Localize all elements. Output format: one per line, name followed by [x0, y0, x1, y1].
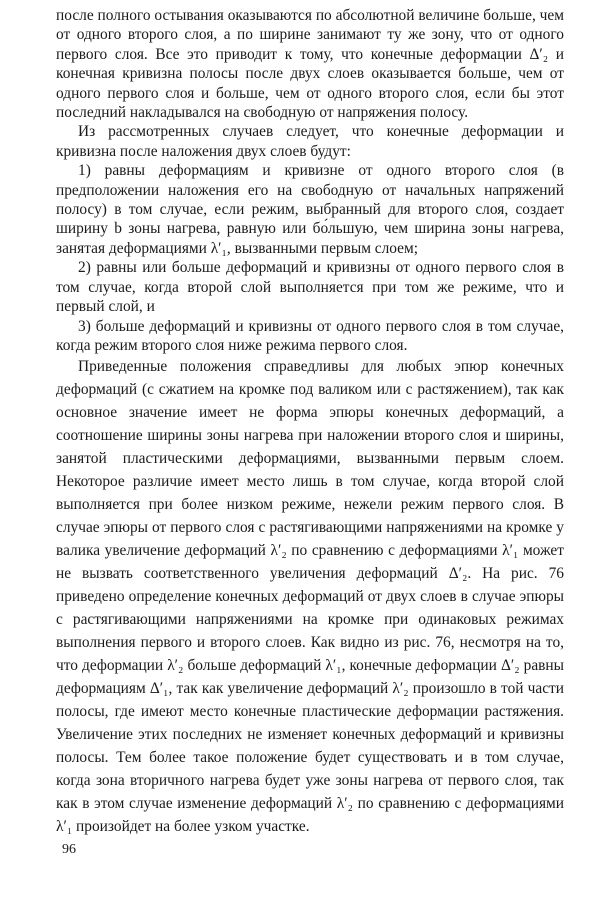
paragraph-main-discussion: Приведенные положения справедливы для любых эпюр конечных деформаций (с сжатием на кромке под валиком или с растяжением), так как основное значение имеет не форма эпюры конечных деформаций, а соотношение ширины зоны нагрева при наложении второго слоя и ширины, занятой пластическими деформациями, вызванными первым слоем. Некоторое различие имеет место лишь в том случае, когда второй слой выполняется при более низком режиме, нежели режим первого слоя. В случае эпюры от первого слоя с растягивающими напряжениями на кромке у валика увеличение деформаций λ′₂ по сравнению с деформациями λ′₁ может не вызвать соответственного увеличения деформаций Δ′₂. На рис. 76 приведено определение конечных деформаций от двух слоев в случае эпюры с растягивающими напряжениями на кромке при одинаковых режимах выполнения первого и второго слоев. Как видно из рис. 76, несмотря на то, что деформации λ′₂ больше деформаций λ′₁, конечные деформации Δ′₂ равны деформациям Δ′₁, так как увеличение деформаций λ′₂ произошло в той части полосы, где имеют место конечные пластические деформации растяжения. Увеличение этих последних не изменяет конечных деформаций и кривизны полосы. Тем более такое положение будет существовать и в том случае, когда зона вторичного нагрева будет уже зоны нагрева от первого слоя, так как в этом случае изменение деформаций λ′₂ по сравнению с деформациями λ′₁ произойдет на более узком участке. — [56, 358, 564, 836]
paragraph-case-3: 3) больше деформаций и кривизны от одного первого слоя в том случае, когда режим второго слоя ниже режима первого слоя. — [56, 317, 564, 354]
paragraph-case-2: 2) равны или больше деформаций и кривизны от одного первого слоя в том случае, когда второй слой выполняется при том же режиме, что и первый слой, и — [56, 259, 564, 316]
page-number: 96 — [62, 842, 76, 857]
paragraph-cases-intro: Из рассмотренных случаев следует, что конечные деформации и кривизна после наложения двух слоев будут: — [56, 123, 564, 160]
paragraph-case-1: 1) равны деформациям и кривизне от одного второго слоя (в предположении наложения его на свободную от начальных напряжений полосу) в том случае, если режим, выбранный для второго слоя, создает ширину b зоны нагрева, равную или бо́льшую, чем ширина зоны нагрева, занятая деформациями λ′₁, вызванными первым слоем; — [56, 162, 564, 257]
paragraph-continuation: после полного остывания оказываются по абсолютной величине больше, чем от одного второго слоя, а по ширине занимают ту же зону, что от одного первого слоя. Все это приводит к тому, что конечные деформации Δ′₂ и конечная кривизна полосы после двух слоев оказывается больше, чем от одного первого слоя и больше, чем от одного второго слоя, если бы этот последний накладывался на свободную от напряжения полосу. — [56, 7, 564, 122]
